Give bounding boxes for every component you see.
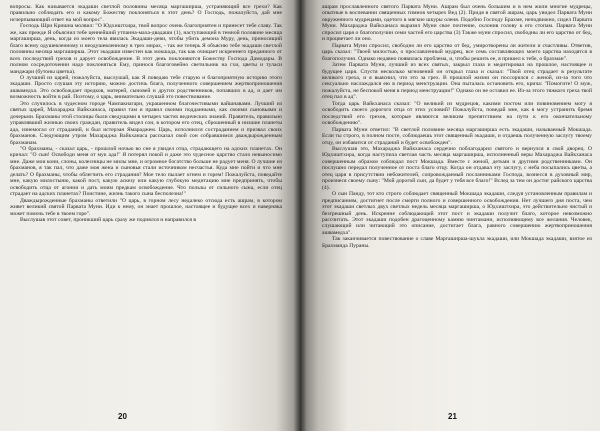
paragraph: "О брахманы, - сказал царь, - прошлой ночью во сне я увидел отца, страдающего на адских планетах. Он кричал: "О сын! Освободи меня от мук ада!" Я потерял покой и даже это чудесное царство стало невыносимо мне. Даже мои кони, слоны, колесницы не милы мне, и огромное богатство больше не радует меня. О лучшие из брахманов, я так пал, что даже моя жена и сыновья стали источником несчастья. Куда мне пойти и что мне делать? О брахманы, чтобы облегчить его страдания? Мое тело пылает огнем и горем! Пожалуйста, поведайте мне, какую милостыню, какой пост, какую аскезу или какую глубокую медитацию мне предпринять, чтобы освободить отца от агонии и дать моим предкам освобождение. Что пользы от сильного сына, если отец страдает на адских планетах? Поистине, жизнь такого сына бесполезна!" [10, 145, 282, 198]
paragraph: Выслушав это, Махараджа Вайкханаса сердечно поблагодарил святого и вернулся в свой дворец. О Юдхиштхира, когда наступила светлая часть месяца маргаширша, исполненный веры Махараджа Вайкханаса совершенным образом соблюдал пост Мокшада. Вместе с женой, детьми и другими родственниками. Он послушно передал полученное от поста благо отцу. Когда он отдавал эту заслугу, с неба посыпались цветы, а отец царя в присутствии небожителей, сопровождаемый посланниками Господа, вознесся в духовный мир, произнеся своему сыну: "Мой дорогой сын, да будет у тебя все благо!" Вслед за тем он достиг райского царства (4). [322, 145, 592, 191]
paragraph: Выслушав этот совет, проникший царь сразу же поднялся и направился в [20, 216, 197, 223]
right-page-text [322, 4, 592, 249]
page-number: 21 [448, 412, 457, 421]
paragraph: Парвата Муни ответил: "В светлой половине месяца маргаширша есть экадаши, называемый Мокшада. Если ты строго, в полном посте, соблюдаешь этот священный экадаши, и отдаешь полученную заслугу твоему отцу, он избавится от страданий и будет освобожден". [322, 126, 592, 146]
paragraph: Затем Парвата Муни, лучший из всех святых, закрыл глаза и медитировал на прошлое, настоящее и будущее царя. Спустя несколько мгновений он открыл глаза и сказал: "Твой отец страдает в результате великого греха, и я выяснил, что это за грех. В прошлой жизни он поссорился с женой, из-за того что сексуально наслаждался ею в период менструации. Она пыталась остановить его, крича: "Помогите! О муж, пожалуйста, не беспокой меня в период менструации!" Однако он не оставил ее. Из-за этого тяжкого греха твой отец пал в ад". [322, 62, 592, 101]
paragraph: Это случилось в чудесном городе Чампакнагари, украшенном благочестивыми вайшнавами. Лучший из святых царей, Махараджа Вайкханаса, правил там и правил своими подданными, как своими сыновьями и дочерьми. Брахманы этой столицы были сведущими в четырех частях ведических знаний. Правитель, правильно управлявший жизнью своих граждан, правитель видел сон, в котором его отец, сброшенный в низшие планеты ада, изнемогал от страданий, и был истерзан Ямараджем. Царь, исполнился состраданием и призвал своих брахманов. Следующим утром Махараджа Вайкханаса рассказал свой сон собравшимся дваждырожденным брахманам. [10, 100, 282, 146]
paragraph: Так заканчивается повествование о славе Маргаширша-шукла экадаши, или Мокшада экадаши, взятое из Брахманда Пураны. [322, 236, 592, 249]
paragraph: Господь Шри Кришна молвил: "О Юдхиштхира, твой вопрос очень благоприятен и принесет тебе славу. Так же, как прежде Я объяснил тебе ценнейший утпанна-маха-двадаши (1), наступающий в темной половине месяца маргаширша, день, когда из моего тела явилась Экадаши-деви, чтобы убить демона Муру, день, приносящий благо всему одушевленному и неодушевленному в трех мирах, - так же теперь Я объясню тебе экадаши светлой половины месяца маргаширша. Этот экадаши известен как мокшада, так как очищает искреннего преданного от всех последствий грехов и дарует освобождение. В этот день поклоняются Божеству Господа Дамодары. В полном сосредоточении надо поклоняться Ему, принося благоговейно светильник на гхи, цветы и тулаcи манджари (бутоны цветка). [10, 23, 282, 75]
page-number: 20 [118, 412, 127, 421]
paragraph: Тогда царь Вайкханаса сказал: "О великий из мудрецов, какими постом или повиновением могу я освободить своего дорогого отца от этих условий? Пожалуйста, поведай мне, как я могу устранить бремя последствий его грехов, которые являются великим препятствием на пути к его окончательному освобождению". [322, 100, 592, 127]
paragraph: Дваждырожденные брахманы ответили "О царь, в горном лесу недалеко отсюда есть ашрам, в котором живет великий святой Парвата Муни. Иди к нему, он знает прошлое, настоящее и будущее всех и наверняка может помочь тебе в твоем горе". [10, 197, 282, 217]
right-page [300, 0, 600, 431]
paragraph: Парвата Муни спросил, свободно ли его царство от бед, умиротворены ли жители и счастливы. Ответив, царь сказал: "Твоей милостью, о прославленный мудрец, все семь составляющих моего царства находятся в благополучии. Однако недавно появилась проблема, и, чтобы решить ее, я пришел к тебе, о брахман". [322, 42, 592, 62]
left-page-text [10, 4, 282, 223]
paragraph: вопросы. Как называется экадаши светлой половины месяца маргаширша, устраняющий все грехи? Как правильно соблюдать его и какому Божеству поклоняться в этот день? О Господь, пожалуйста, дай мне исчерпывающий ответ на мой вопрос". [10, 4, 282, 23]
paragraph: О лучший из царей, пожалуйста, выслушай, как Я поведаю тебе старую и благоприятную историю этого экадаши. Просто слушая эту историю, можно достичь блага, полученного совершением жертвоприношения ашвамедха. Это освобождает предков, матерей, сыновей и других родственников, попавших в ад, и дает им возможность войти в рай. Поэтому, о царь, внимательно слушай это повествование. [10, 74, 282, 101]
paragraph: О сын Панду, тот кто строго соблюдает священный Мокшада экадаши, следуя установленным правилам и предписаниям, достигнет после смерти полного и совершенного освобождения. Нет лучшего дня поста, чем этот экадаши светлых двух светлых недель месяца маргаширша, о Юдхиштхира, это действительно чистый и безгрешный день. Искренне соблюдающий этот пост и экадаши получит благо, которое невозможно рассчитать. Этот экадаши подобен драгоценному камню чинтамани, исполняющему все желания. Человек, слушающий или читающий это описание, достигает блага, равного совершению жертвоприношения ашвамедха". [322, 191, 592, 236]
paragraph: ашрам прославленного святого Парвата Муни. Ашрам был очень большим и в нем жили многие мудрецы, опытные в воспевании священных гимнов четырех Вед (2). Придя в святой ашрам, царь увидел Парвата Муни окруженного мудрецами, одетого в мягкие шкуры оленя. Подобно Господу Брахме, неподвижно, сидел Парвата Муни. Махараджа Вайкханаса выразил Муни свое почтение, склонив голову к его стопам. Парвата Муни спросил царя о благополучии семи частей его царства (3) Также муни спросил, свободны ли его царство от бед, и процветает ли оно. [322, 4, 592, 43]
